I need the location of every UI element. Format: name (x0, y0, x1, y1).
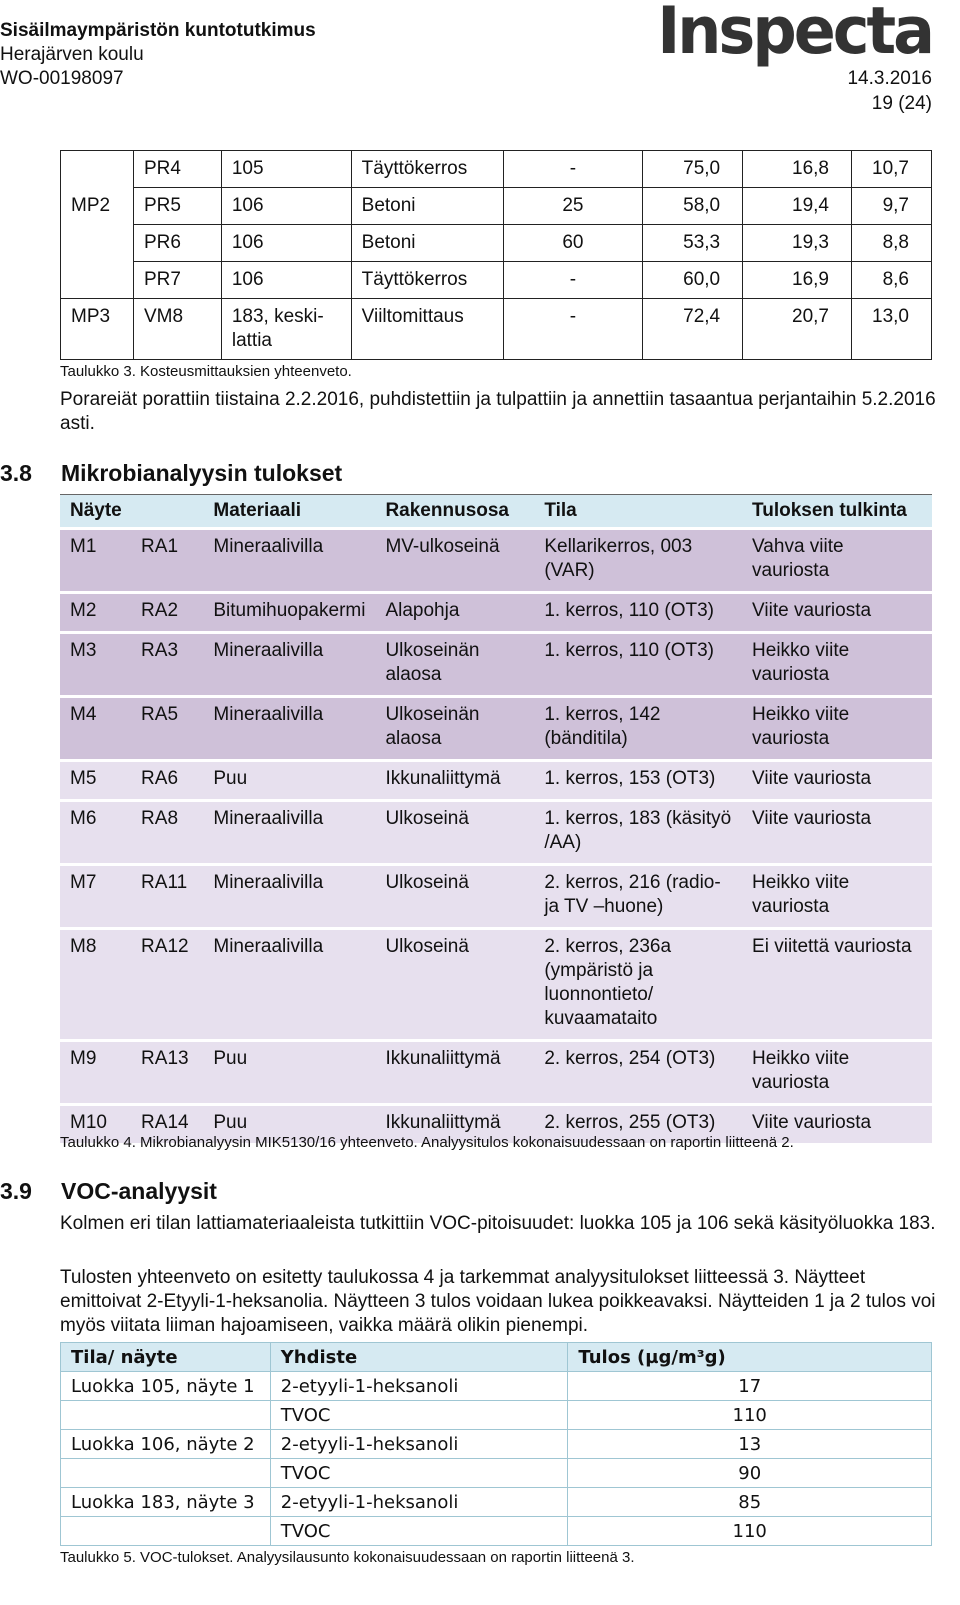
temperature: 20,7 (743, 299, 852, 360)
microbe-row (60, 929, 932, 1041)
relative-humidity: 75,0 (643, 151, 743, 188)
building-part: Ulkoseinä (375, 929, 534, 1041)
voc-compound: 2-etyyli-1-heksanoli (270, 1372, 568, 1401)
result-interpretation: Heikko viite vauriosta (742, 1041, 932, 1105)
table3-caption: Taulukko 3. Kosteusmittauksien yhteenveto. (60, 363, 352, 380)
section-3-8-title: Mikrobianalyysin tulokset (61, 460, 343, 486)
voc-value: 17 (568, 1372, 932, 1401)
absolute-humidity: 13,0 (851, 299, 931, 360)
space: 2. kerros, 236a (ympäristö ja luonnontieto/ kuvaamataito (534, 929, 742, 1041)
sample-id: M10 (60, 1105, 131, 1144)
sample-id: M5 (60, 761, 131, 801)
space: 1. kerros, 110 (OT3) (534, 633, 742, 697)
space: 1. kerros, 153 (OT3) (534, 761, 742, 801)
depth: - (503, 262, 643, 299)
col-yhdiste: Yhdiste (270, 1343, 568, 1372)
sample-id: M3 (60, 633, 131, 697)
material: Mineraalivilla (203, 633, 375, 697)
space: 2. kerros, 216 (radio-ja TV –huone) (534, 865, 742, 929)
measure-group: MP2 (61, 188, 134, 225)
material: Puu (203, 1041, 375, 1105)
result-interpretation: Heikko viite vauriosta (742, 697, 932, 761)
depth: 60 (503, 225, 643, 262)
structure: Betoni (351, 225, 503, 262)
space: 2. kerros, 255 (OT3) (534, 1105, 742, 1144)
section-3-9-title: VOC-analyysit (61, 1178, 217, 1204)
building-part: Alapohja (375, 593, 534, 633)
result-interpretation: Heikko viite vauriosta (742, 633, 932, 697)
sample-id: M7 (60, 865, 131, 929)
col-tulos: Tulos (µg/m³g) (568, 1343, 932, 1372)
col-sample: Näyte (60, 495, 203, 529)
room-number: 105 (221, 151, 351, 188)
voc-row (61, 1401, 932, 1430)
sample-id: M9 (60, 1041, 131, 1105)
result-interpretation: Vahva viite vauriosta (742, 529, 932, 593)
building-part: Ikkunaliittymä (375, 761, 534, 801)
voc-compound: 2-etyyli-1-heksanoli (270, 1430, 568, 1459)
space: 1. kerros, 142 (bänditila) (534, 697, 742, 761)
voc-paragraph-2: Tulosten yhteenveto on esitetty taulukossa 4 ja tarkemmat analyysitulokset liitteessä 3. Näytteet emittoivat 2-Etyyli-1-heksanolia. Näytteen 3 tulos voidaan lukea poikkeavaksi. Näytteiden 1 ja 2 tulos voi myös viitata liiman hajoamiseen, vaikka määrä olikin pienempi. (60, 1267, 936, 1336)
relative-humidity: 60,0 (643, 262, 743, 299)
sample-code: RA3 (131, 633, 203, 697)
moisture-row (61, 225, 932, 262)
measure-point: PR5 (133, 188, 221, 225)
measure-group: MP3 (61, 299, 134, 360)
measure-group (61, 225, 134, 262)
voc-table (60, 1342, 932, 1546)
col-material: Materiaali (203, 495, 375, 529)
depth: - (503, 299, 643, 360)
structure: Viiltomittaus (351, 299, 503, 360)
voc-value: 85 (568, 1488, 932, 1517)
result-interpretation: Heikko viite vauriosta (742, 865, 932, 929)
material: Mineraalivilla (203, 529, 375, 593)
table4-caption: Taulukko 4. Mikrobianalyysin MIK5130/16 yhteenveto. Analyysitulos kokonaisuudessaan on raportin liitteenä 2. (60, 1134, 794, 1151)
material: Puu (203, 1105, 375, 1144)
absolute-humidity: 8,6 (851, 262, 931, 299)
report-subtitle: Herajärven koulu (0, 44, 144, 65)
report-date: 14.3.2016 (847, 68, 932, 89)
sample-code: RA13 (131, 1041, 203, 1105)
voc-compound: 2-etyyli-1-heksanoli (270, 1488, 568, 1517)
voc-sample: Luokka 183, näyte 3 (61, 1488, 271, 1517)
section-3-8-number: 3.8 (0, 460, 32, 486)
building-part: Ulkoseinän alaosa (375, 633, 534, 697)
report-title: Sisäilmaympäristön kuntotutkimus (0, 20, 316, 41)
relative-humidity: 53,3 (643, 225, 743, 262)
moisture-row (61, 151, 932, 188)
measure-group (61, 151, 134, 188)
voc-row (61, 1372, 932, 1401)
col-structure: Rakennusosa (375, 495, 534, 529)
depth: - (503, 151, 643, 188)
sample-id: M8 (60, 929, 131, 1041)
structure: Täyttökerros (351, 151, 503, 188)
temperature: 19,3 (743, 225, 852, 262)
voc-value: 13 (568, 1430, 932, 1459)
result-interpretation: Viite vauriosta (742, 1105, 932, 1144)
voc-value: 90 (568, 1459, 932, 1488)
relative-humidity: 72,4 (643, 299, 743, 360)
space: 1. kerros, 110 (OT3) (534, 593, 742, 633)
voc-table-header (61, 1343, 932, 1372)
document-id: WO-00198097 (0, 68, 124, 89)
voc-sample: Luokka 106, näyte 2 (61, 1430, 271, 1459)
moisture-row (61, 299, 932, 360)
absolute-humidity: 8,8 (851, 225, 931, 262)
absolute-humidity: 10,7 (851, 151, 931, 188)
measure-point: PR4 (133, 151, 221, 188)
table5-caption: Taulukko 5. VOC-tulokset. Analyysilausunto kokonaisuudessaan on raportin liitteenä 3. (60, 1549, 635, 1566)
voc-row (61, 1488, 932, 1517)
voc-row (61, 1430, 932, 1459)
room-number: 106 (221, 188, 351, 225)
microbe-row (60, 633, 932, 697)
measure-point: PR7 (133, 262, 221, 299)
room-number: 183, keski-lattia (221, 299, 351, 360)
voc-sample (61, 1401, 271, 1430)
voc-compound: TVOC (270, 1401, 568, 1430)
room-number: 106 (221, 225, 351, 262)
microbe-row (60, 761, 932, 801)
voc-row (61, 1459, 932, 1488)
voc-compound: TVOC (270, 1517, 568, 1546)
measure-point: PR6 (133, 225, 221, 262)
space: 1. kerros, 183 (käsityö /AA) (534, 801, 742, 865)
structure: Täyttökerros (351, 262, 503, 299)
room-number: 106 (221, 262, 351, 299)
material: Mineraalivilla (203, 697, 375, 761)
result-interpretation: Viite vauriosta (742, 801, 932, 865)
voc-value: 110 (568, 1517, 932, 1546)
microbe-row (60, 801, 932, 865)
sample-code: RA5 (131, 697, 203, 761)
voc-compound: TVOC (270, 1459, 568, 1488)
result-interpretation: Viite vauriosta (742, 593, 932, 633)
building-part: Ulkoseinä (375, 801, 534, 865)
building-part: Ulkoseinän alaosa (375, 697, 534, 761)
sample-code: RA1 (131, 529, 203, 593)
building-part: MV-ulkoseinä (375, 529, 534, 593)
sample-code: RA2 (131, 593, 203, 633)
temperature: 16,8 (743, 151, 852, 188)
building-part: Ikkunaliittymä (375, 1105, 534, 1144)
sample-code: RA6 (131, 761, 203, 801)
depth: 25 (503, 188, 643, 225)
sample-id: M2 (60, 593, 131, 633)
measure-group (61, 262, 134, 299)
col-space: Tila (534, 495, 742, 529)
sample-code: RA11 (131, 865, 203, 929)
col-tila-nayte: Tila/ näyte (61, 1343, 271, 1372)
microbe-table-header (60, 495, 932, 529)
material: Bitumihuopakermi (203, 593, 375, 633)
space: Kellarikerros, 003 (VAR) (534, 529, 742, 593)
temperature: 16,9 (743, 262, 852, 299)
voc-sample (61, 1459, 271, 1488)
microbe-row (60, 1041, 932, 1105)
moisture-note: Porareiät porattiin tiistaina 2.2.2016, puhdistettiin ja tulpattiin ja annettiin tasaantua perjantaihin 5.2.2016 asti. (60, 389, 936, 434)
inspecta-logo: Inspecta (657, 0, 932, 69)
microbe-row (60, 593, 932, 633)
sample-id: M6 (60, 801, 131, 865)
material: Mineraalivilla (203, 929, 375, 1041)
result-interpretation: Viite vauriosta (742, 761, 932, 801)
voc-sample (61, 1517, 271, 1546)
temperature: 19,4 (743, 188, 852, 225)
space: 2. kerros, 254 (OT3) (534, 1041, 742, 1105)
microbe-table (60, 494, 932, 1143)
material: Mineraalivilla (203, 801, 375, 865)
col-result: Tuloksen tulkinta (742, 495, 932, 529)
building-part: Ulkoseinä (375, 865, 534, 929)
microbe-row (60, 529, 932, 593)
measure-point: VM8 (133, 299, 221, 360)
relative-humidity: 58,0 (643, 188, 743, 225)
building-part: Ikkunaliittymä (375, 1041, 534, 1105)
absolute-humidity: 9,7 (851, 188, 931, 225)
result-interpretation: Ei viitettä vauriosta (742, 929, 932, 1041)
voc-row (61, 1517, 932, 1546)
microbe-row (60, 865, 932, 929)
moisture-table (60, 150, 932, 360)
moisture-row (61, 262, 932, 299)
section-3-9-number: 3.9 (0, 1178, 32, 1204)
voc-paragraph-1: Kolmen eri tilan lattiamateriaaleista tutkittiin VOC-pitoisuudet: luokka 105 ja 106 sekä käsityöluokka 183. (60, 1213, 936, 1234)
page-number: 19 (24) (871, 93, 932, 114)
moisture-row (61, 188, 932, 225)
sample-code: RA8 (131, 801, 203, 865)
sample-code: RA12 (131, 929, 203, 1041)
sample-id: M4 (60, 697, 131, 761)
voc-value: 110 (568, 1401, 932, 1430)
microbe-row (60, 697, 932, 761)
voc-sample: Luokka 105, näyte 1 (61, 1372, 271, 1401)
sample-id: M1 (60, 529, 131, 593)
sample-code: RA14 (131, 1105, 203, 1144)
material: Mineraalivilla (203, 865, 375, 929)
structure: Betoni (351, 188, 503, 225)
material: Puu (203, 761, 375, 801)
